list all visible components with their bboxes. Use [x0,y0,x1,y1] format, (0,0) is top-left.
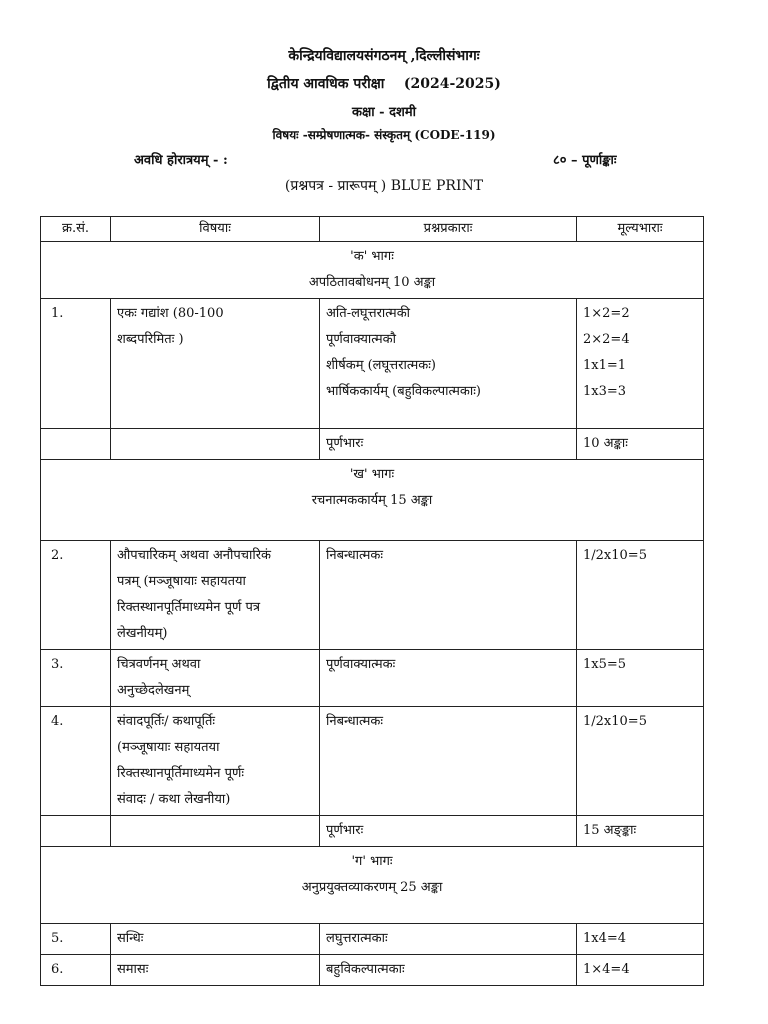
topic-line: रिक्तस्थानपूर्तिमाध्यमेन पूर्णः [117,766,245,781]
type-line: पूर्णवाक्यात्मकौ [326,332,397,347]
col-header-topic: विषयाः [111,217,320,242]
marks-cell: 1×4=4 [577,955,704,986]
question-type-cell [320,299,577,429]
serial-cell: 6. [41,955,111,986]
total-label: पूर्णभारः [320,429,577,460]
marks-line: 1x1=1 [583,358,627,373]
marks-line: 2×2=4 [583,332,630,347]
col-header-serial: क्र.सं. [41,217,111,242]
section-title: अपठितावबोधनम् 10 अङ्का [308,275,436,290]
exam-title: द्वितीय आवधिक परीक्षा (2024-2025) [267,76,501,92]
type-line: शीर्षकम् (लघूत्तरात्मकः) [326,358,436,373]
section-ga-row [41,847,704,924]
marks-cell: 1x4=4 [577,924,704,955]
section-title: रचनात्मककार्यम् 15 अङ्का [311,493,433,508]
topic-line: लेखनीयम्) [117,626,168,641]
question-type-cell: निबन्धात्मकः [320,541,577,650]
question-type-cell: पूर्णवाक्यात्मकः [320,650,577,707]
total-value: 15 अङ्ङ्काः [577,816,704,847]
total-label: पूर्णभारः [320,816,577,847]
table-row [41,299,704,429]
topic-line: रिक्तस्थानपूर्तिमाध्यमेन पूर्ण पत्र [117,600,261,615]
topic-cell: सन्धिः [111,924,320,955]
marks-cell: 1/2x10=5 [577,707,704,816]
type-line: अति-लघूत्तरात्मकी [326,306,411,321]
topic-line: औपचारिकम् अथवा अनौपचारिकं [117,548,272,563]
serial-cell: 2. [41,541,111,650]
question-type-cell: निबन्धात्मकः [320,707,577,816]
table-header-row [41,217,704,242]
serial-cell: 1. [41,299,111,429]
class-title: कक्षा - दशमी [351,105,416,120]
table-row [41,541,704,650]
col-header-marks: मूल्यभाराः [577,217,704,242]
col-header-question-type: प्रश्नप्रकाराः [320,217,577,242]
total-row [41,429,704,460]
topic-line: (मञ्जूषायाः सहायतया [117,740,220,755]
section-label: 'क' भागः [350,249,394,264]
question-type-cell: बहुविकल्पात्मकाः [320,955,577,986]
total-value: 10 अङ्काः [577,429,704,460]
topic-cell [111,299,320,429]
organization-title: केन्द्रियविद्यालयसंगठनम् ,दिल्लीसंभागः [288,48,480,64]
table-row [41,955,704,986]
question-type-cell: लघुत्तरात्मकाः [320,924,577,955]
table-row [41,650,704,707]
topic-line: संवादः / कथा लेखनीया) [117,792,231,807]
section-label: 'ख' भागः [349,467,395,482]
section-label: 'ग' भागः [351,854,393,869]
marks-line: 1×2=2 [583,306,630,321]
topic-line: चित्रवर्णनम् अथवा [117,657,201,672]
table-row [41,924,704,955]
table-row [41,707,704,816]
topic-cell [111,541,320,650]
marks-cell [577,299,704,429]
topic-line: संवादपूर्तिः/ कथापूर्तिः [117,714,216,729]
section-kha-row [41,460,704,541]
serial-cell: 3. [41,650,111,707]
topic-cell [111,707,320,816]
topic-line: एकः गद्यांश (80-100 [117,306,224,321]
section-title: अनुप्रयुक्तव्याकरणम् 25 अङ्का [301,880,443,895]
marks-line: 1x3=3 [583,384,627,399]
max-marks-label: ८० – पूर्णाङ्काः [553,153,617,168]
subject-title: विषयः -सम्प्रेषणात्मक- संस्कृतम् (CODE-119) [272,128,496,142]
marks-cell: 1x5=5 [577,650,704,707]
topic-cell: समासः [111,955,320,986]
blueprint-table [40,216,704,986]
blueprint-title: (प्रश्नपत्र - प्रारूपम् ) BLUE PRINT [284,178,484,194]
serial-cell: 5. [41,924,111,955]
topic-line: अनुच्छेदलेखनम् [117,683,190,698]
total-row [41,816,704,847]
duration-label: अवधि होरात्रयम् - : [134,153,228,168]
topic-line: शब्दपरिमितः ) [117,332,184,347]
serial-cell: 4. [41,707,111,816]
topic-cell [111,650,320,707]
marks-cell: 1/2x10=5 [577,541,704,650]
section-ka-row [41,242,704,299]
topic-line: पत्रम् (मञ्जूषायाः सहायतया [117,574,246,589]
type-line: भार्षिककार्यम् (बहुविकल्पात्मकाः) [326,384,481,399]
